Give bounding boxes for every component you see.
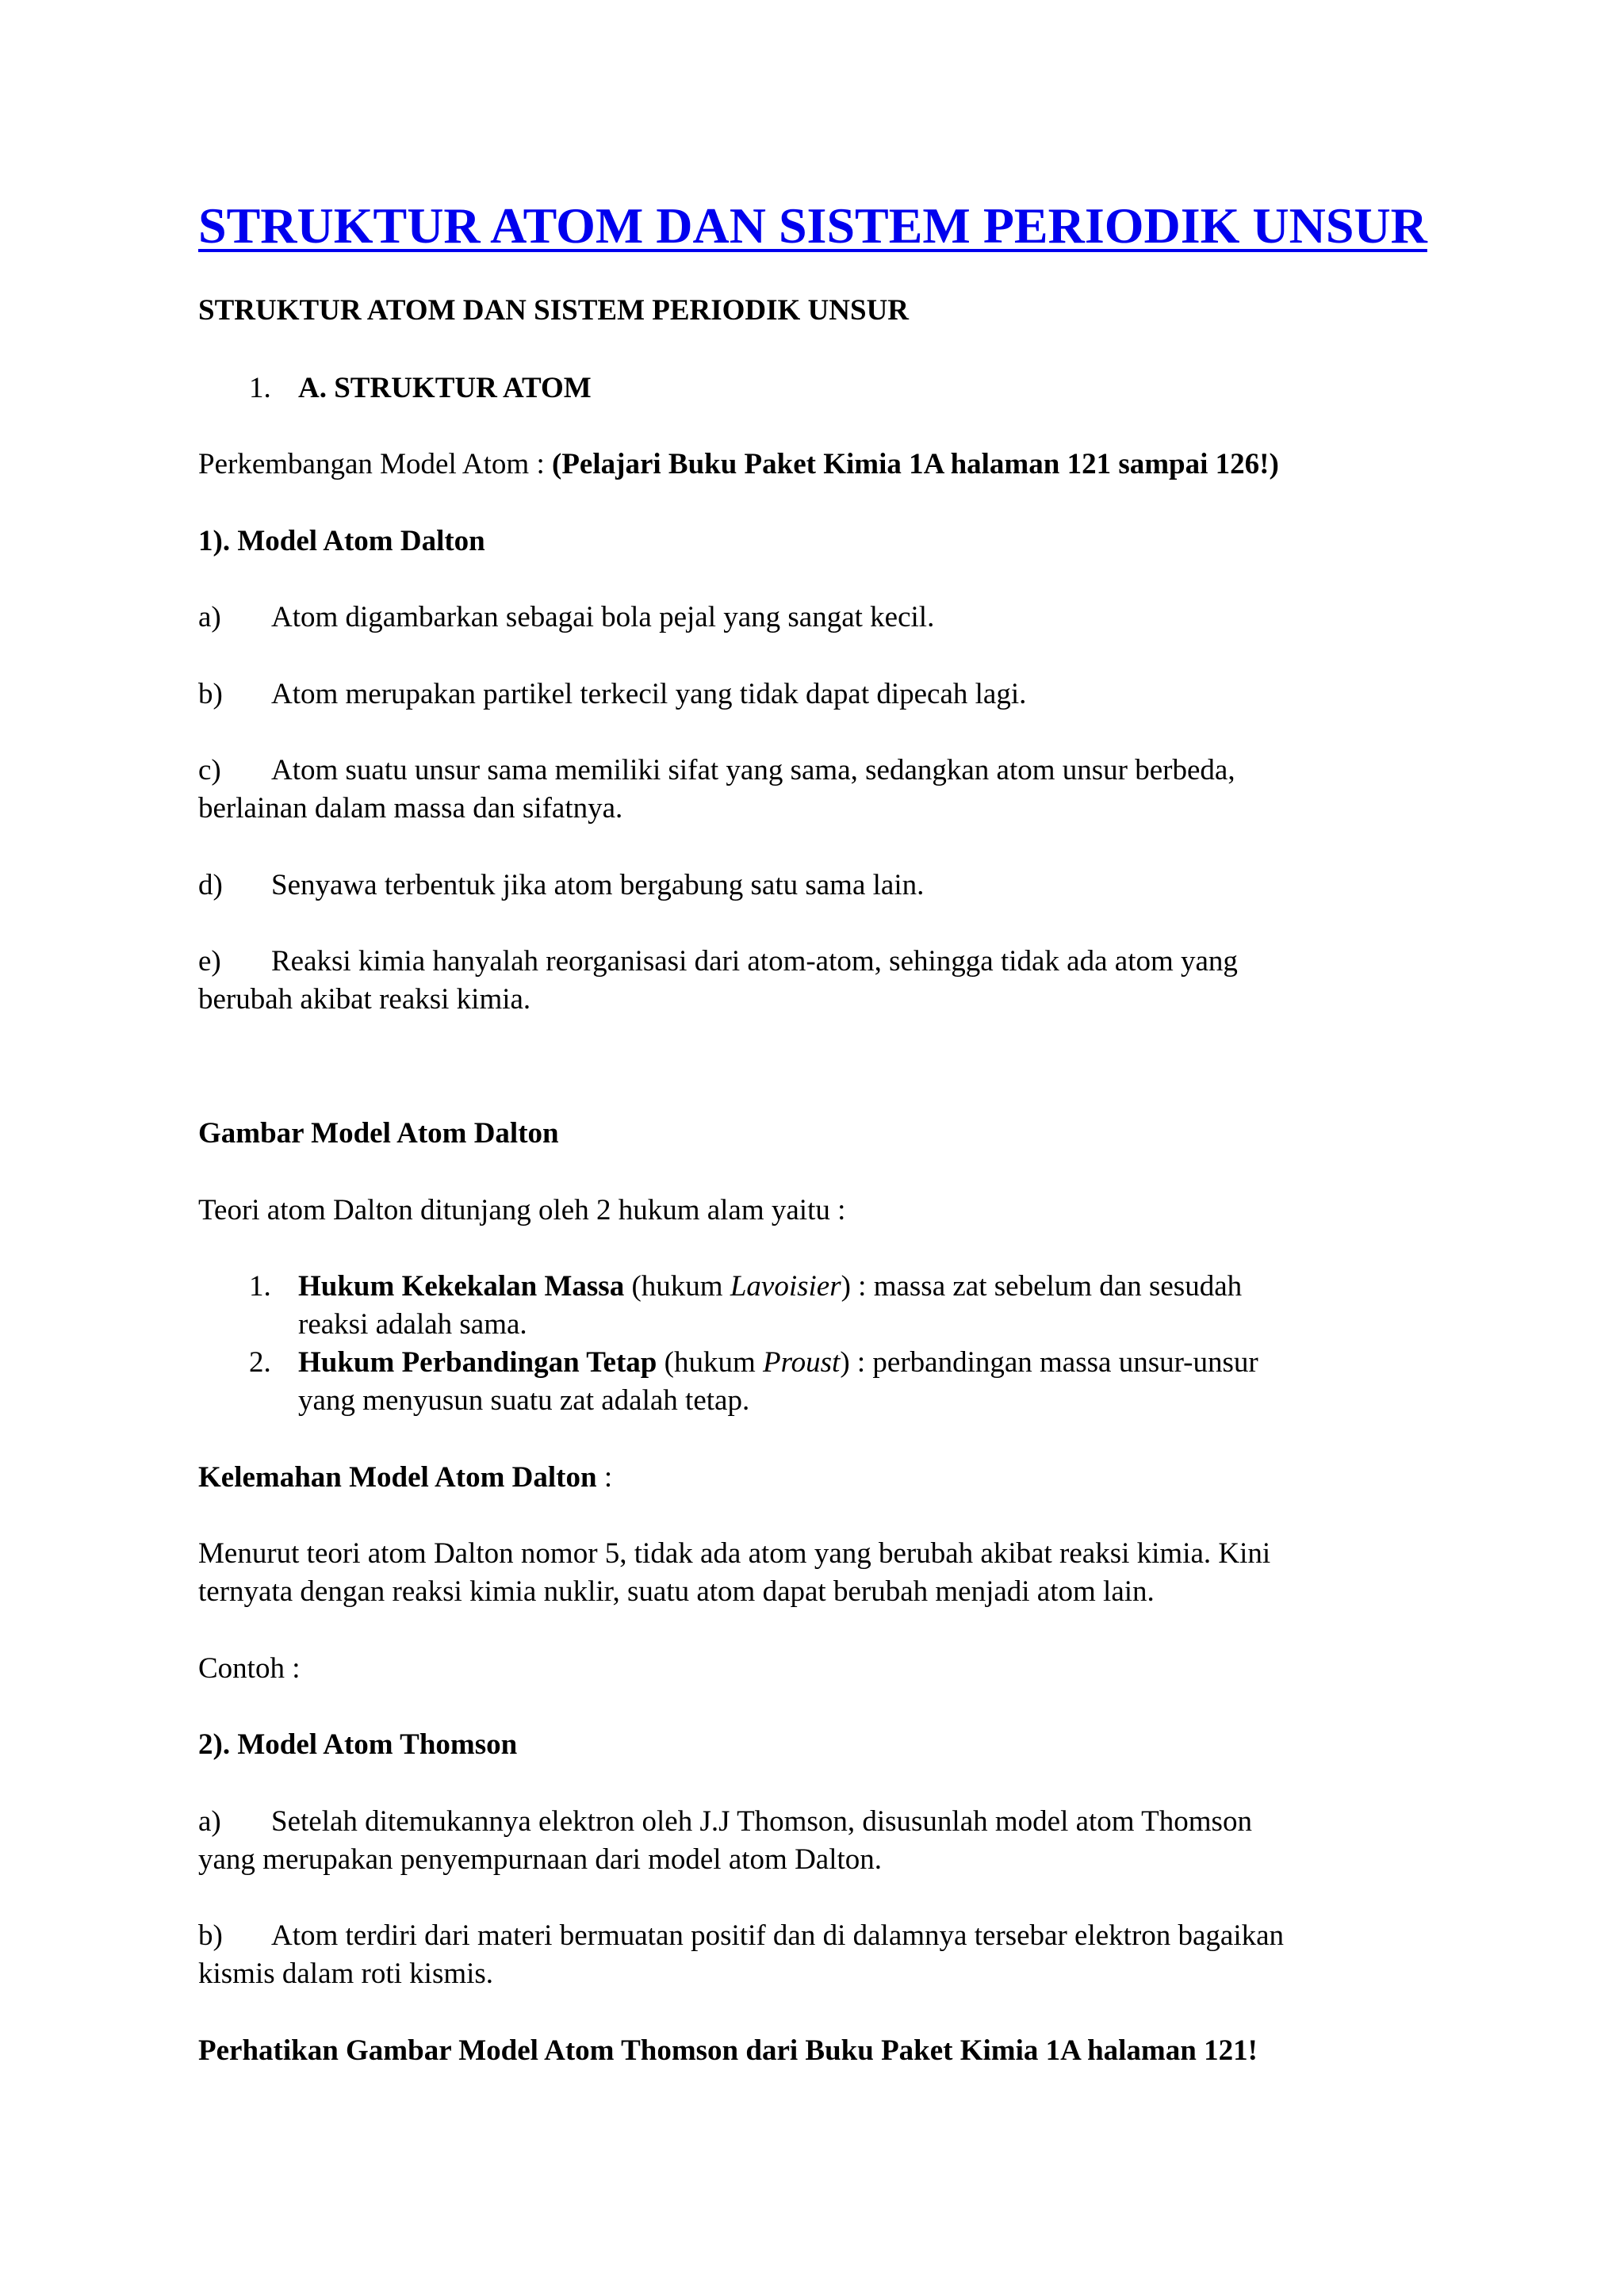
thomson-item-b-cont: kismis dalam roti kismis. bbox=[198, 1957, 494, 1990]
subtitle bbox=[198, 292, 909, 330]
perhatikan-line bbox=[198, 2032, 1258, 2070]
gambar-dalton-heading bbox=[198, 1115, 559, 1153]
list-label: a) bbox=[198, 601, 221, 633]
list-label: b) bbox=[198, 678, 223, 710]
law-number: 2. bbox=[249, 1346, 271, 1379]
perkembangan-line bbox=[198, 446, 1279, 484]
list-label: c) bbox=[198, 754, 221, 786]
list-label: a) bbox=[198, 1805, 221, 1838]
list-label: e) bbox=[198, 945, 221, 978]
list-label: d) bbox=[198, 869, 223, 901]
teori-line: Teori atom Dalton ditunjang oleh 2 hukum alam yaitu : bbox=[198, 1194, 846, 1226]
gambar-dalton-text: Gambar Model Atom Dalton bbox=[198, 1117, 559, 1150]
list-text: Reaksi kimia hanyalah reorganisasi dari atom-atom, sehingga tidak ada atom yang bbox=[271, 945, 1238, 978]
thomson-item-a bbox=[198, 1803, 1252, 1841]
list-text: Atom merupakan partikel terkecil yang tidak dapat dipecah lagi. bbox=[271, 678, 1027, 710]
title-link[interactable]: STRUKTUR ATOM DAN SISTEM PERIODIK UNSUR bbox=[198, 197, 1427, 254]
menurut-line-2: ternyata dengan reaksi kimia nuklir, suatu atom dapat berubah menjadi atom lain. bbox=[198, 1575, 1155, 1608]
dalton-item-c-cont: berlainan dalam massa dan sifatnya. bbox=[198, 792, 623, 825]
dalton-item-d bbox=[198, 867, 924, 905]
thomson-item-b bbox=[198, 1917, 1284, 1955]
law-number: 1. bbox=[249, 1270, 271, 1303]
law-name: Hukum Kekekalan Massa bbox=[298, 1270, 625, 1303]
kelemahan-colon: : bbox=[596, 1461, 613, 1494]
contoh-line: Contoh : bbox=[198, 1652, 301, 1685]
list-text: Atom digambarkan sebagai bola pejal yang sangat kecil. bbox=[271, 601, 935, 633]
law-1 bbox=[249, 1268, 1242, 1306]
list-text: Senyawa terbentuk jika atom bergabung satu sama lain. bbox=[271, 869, 925, 901]
dalton-item-c bbox=[198, 752, 1235, 790]
list-label: b) bbox=[198, 1919, 223, 1952]
list-text: Atom terdiri dari materi bermuatan positif dan di dalamnya tersebar elektron bagaikan bbox=[271, 1919, 1285, 1952]
menurut-line-1: Menurut teori atom Dalton nomor 5, tidak ada atom yang berubah akibat reaksi kimia. Kini bbox=[198, 1537, 1271, 1570]
law-1-cont: reaksi adalah sama. bbox=[298, 1308, 527, 1341]
section-a-heading bbox=[249, 369, 592, 408]
law-name: Hukum Perbandingan Tetap bbox=[298, 1346, 657, 1379]
dalton-item-a bbox=[198, 599, 934, 637]
subtitle-text: STRUKTUR ATOM DAN SISTEM PERIODIK UNSUR bbox=[198, 294, 910, 327]
law-pre: (hukum bbox=[624, 1270, 730, 1303]
dalton-item-e bbox=[198, 943, 1238, 981]
list-text: Atom suatu unsur sama memiliki sifat yang sama, sedangkan atom unsur berbeda, bbox=[271, 754, 1235, 786]
law-2 bbox=[249, 1344, 1258, 1382]
dalton-heading-text: 1). Model Atom Dalton bbox=[198, 525, 485, 557]
kelemahan-heading bbox=[198, 1459, 612, 1497]
section-a-number: 1. bbox=[249, 372, 271, 404]
law-scientist: Lavoisier bbox=[730, 1270, 841, 1303]
law-pre: (hukum bbox=[657, 1346, 763, 1379]
section-a-text: A. STRUKTUR ATOM bbox=[298, 372, 592, 404]
law-2-cont: yang menyusun suatu zat adalah tetap. bbox=[298, 1384, 750, 1417]
law-scientist: Proust bbox=[763, 1346, 841, 1379]
dalton-item-b bbox=[198, 675, 1026, 714]
thomson-heading bbox=[198, 1726, 517, 1764]
thomson-heading-text: 2). Model Atom Thomson bbox=[198, 1728, 518, 1761]
kelemahan-bold: Kelemahan Model Atom Dalton bbox=[198, 1461, 597, 1494]
dalton-heading bbox=[198, 522, 485, 561]
law-post: ) : massa zat sebelum dan sesudah bbox=[841, 1270, 1243, 1303]
dalton-item-e-cont: berubah akibat reaksi kimia. bbox=[198, 983, 531, 1016]
thomson-item-a-cont: yang merupakan penyempurnaan dari model atom Dalton. bbox=[198, 1843, 883, 1876]
list-text: Setelah ditemukannya elektron oleh J.J Thomson, disusunlah model atom Thomson bbox=[271, 1805, 1252, 1838]
perkembangan-bold: (Pelajari Buku Paket Kimia 1A halaman 121 sampai 126!) bbox=[552, 448, 1279, 480]
law-post: ) : perbandingan massa unsur-unsur bbox=[840, 1346, 1258, 1379]
perkembangan-label: Perkembangan Model Atom : bbox=[198, 448, 545, 480]
perhatikan-text: Perhatikan Gambar Model Atom Thomson dari Buku Paket Kimia 1A halaman 121! bbox=[198, 2034, 1258, 2067]
